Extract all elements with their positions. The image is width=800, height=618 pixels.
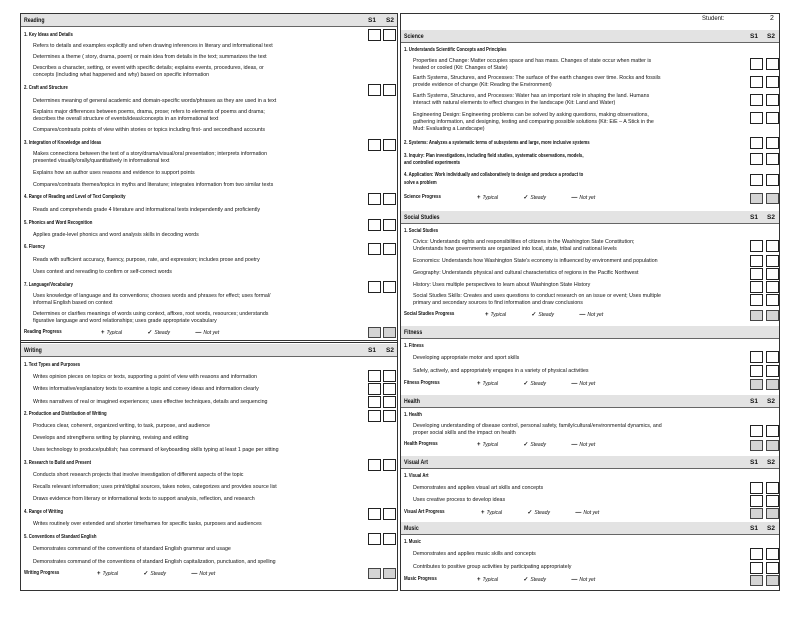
standard-text: concepts (including what happened and why) based on specific information [33,72,210,78]
s1-checkbox[interactable] [750,425,763,437]
check-symbol: ✓ [523,442,529,448]
s1-checkbox[interactable] [368,370,381,382]
s2-checkbox[interactable] [766,255,779,267]
writing-title: Writing [24,347,42,354]
standard-text: Applies grade-level phonics and word analysis skills in decoding words [33,232,199,238]
s1-checkbox[interactable] [368,396,381,408]
standard-text: primary and secondary sources to find information and draw conclusions [413,300,583,306]
plus-label: Typical [482,442,498,448]
s1-header: S1 [750,525,758,532]
s2-checkbox[interactable] [766,153,779,165]
s2-checkbox[interactable] [383,219,396,231]
s2-progress-box[interactable] [766,193,779,204]
s2-header: S2 [767,459,775,466]
s2-progress-box[interactable] [766,379,779,390]
minus-symbol: — [195,330,202,336]
social-studies-header [401,211,779,224]
standard-text: Safely, actively, and appropriately engages in a variety of physical activities [413,368,589,374]
s2-checkbox[interactable] [766,58,779,70]
standard-text: Explains how an author uses reasons and evidence to support points [33,170,195,176]
minus-symbol: — [575,510,582,516]
s1-progress-box[interactable] [750,193,763,204]
s2-header: S2 [767,33,775,40]
s1-checkbox[interactable] [750,548,763,560]
s1-checkbox[interactable] [368,193,381,205]
standard-text: Describes a character, setting, or event with specific details; explains events, procedures, ideas, or [33,65,264,71]
category-label: 1. Health [404,412,422,418]
s1-checkbox[interactable] [368,508,381,520]
s1-checkbox[interactable] [750,351,763,363]
standard-text: Writes informative/explanatory texts to examine a topic and convey ideas and information clearly [33,386,259,392]
standard-text: proper social skills and the impact on health [413,430,516,436]
s2-progress-box[interactable] [383,568,396,579]
s1-progress-box[interactable] [750,508,763,519]
s1-header: S1 [750,214,758,221]
standard-text: interact with natural elements to effect changes in the landscape (Kit: Land and Water) [413,100,616,106]
check-symbol: ✓ [523,577,529,583]
s1-checkbox[interactable] [750,137,763,149]
student-label: Student: [702,16,725,22]
category-label: 5. Phonics and Word Recognition [24,220,93,226]
s2-checkbox[interactable] [383,410,396,422]
standard-text: Makes connections between the text of a story/drama/visual/oral presentation; interprets information [33,151,268,157]
s1-checkbox[interactable] [750,58,763,70]
s1-checkbox[interactable] [750,268,763,280]
check-symbol: ✓ [531,312,537,318]
check-symbol: ✓ [143,571,149,577]
standard-text: Contributes to positive group activities by participating appropriately [413,564,572,570]
check-label: Steady [530,577,546,583]
progress-legend [101,329,243,336]
standard-text: Writes routinely over extended and shorter timeframes for specific tasks, purposes and audiences [33,521,262,527]
social-studies-progress-label: Social Studies Progress [404,311,455,317]
s1-checkbox[interactable] [750,153,763,165]
minus-label: Not yet [587,312,604,318]
minus-label: Not yet [579,442,596,448]
s1-checkbox[interactable] [368,459,381,471]
s2-checkbox[interactable] [383,281,396,293]
plus-symbol: + [97,571,101,577]
s1-checkbox[interactable] [368,219,381,231]
minus-symbol: — [571,577,578,583]
standard-text: Earth Systems, Structures, and Processes: The surface of the earth changes over time. Rocks and fossils [413,75,661,81]
s1-checkbox[interactable] [368,383,381,395]
reading-header [21,14,397,27]
plus-label: Typical [482,195,498,201]
check-symbol: ✓ [523,195,529,201]
standard-text: Determines a theme ( story, drama, poem) or main idea from details in the text; summarizes the text [33,54,267,60]
standard-text: History: Uses multiple perspectives to learn about Washington State History [413,282,591,288]
standard-text: Geography: Understands physical and cultural characteristics of regions in the Pacific Northwest [413,270,639,276]
s2-checkbox[interactable] [766,548,779,560]
category-label: 1. Key Ideas and Details [24,32,73,38]
s2-checkbox[interactable] [766,112,779,124]
s2-checkbox[interactable] [766,294,779,306]
s2-checkbox[interactable] [383,396,396,408]
s2-checkbox[interactable] [383,383,396,395]
plus-symbol: + [485,312,489,318]
category-label: 2. Production and Distribution of Writing [24,411,107,417]
s2-header: S2 [767,214,775,221]
check-label: Steady [530,381,546,387]
minus-symbol: — [571,195,578,201]
standard-text: figurative language and word relationships; uses grade appropriate vocabulary [33,318,217,324]
s1-progress-box[interactable] [750,379,763,390]
standard-text: Develops and strengthens writing by planning, revising and editing [33,435,189,441]
category-label: 7. Language/Vocabulary [24,282,74,288]
s1-progress-box[interactable] [368,568,381,579]
right-column [400,13,780,591]
s2-header: S2 [386,347,394,354]
s2-progress-box[interactable] [383,327,396,338]
category-label: 1. Visual Art [404,473,429,479]
s2-checkbox[interactable] [766,137,779,149]
s2-checkbox[interactable] [766,495,779,507]
s2-checkbox[interactable] [383,370,396,382]
s2-progress-box[interactable] [766,508,779,519]
category-label: 6. Fluency [24,244,45,250]
plus-label: Typical [482,381,498,387]
plus-symbol: + [101,330,105,336]
s2-header: S2 [767,525,775,532]
category-label: and controlled experiments [404,160,461,166]
standard-text: Writes opinion pieces on topics or texts, supporting a point of view with reasons and information [33,374,257,380]
reading-title: Reading [24,17,45,24]
minus-symbol: — [571,381,578,387]
s1-header: S1 [750,398,758,405]
s1-checkbox[interactable] [750,94,763,106]
s2-checkbox[interactable] [766,94,779,106]
fitness-progress-label: Fitness Progress [404,380,440,386]
s1-checkbox[interactable] [368,281,381,293]
standard-text: Refers to details and examples explicitly and when drawing inferences in literary and informational text [33,43,273,49]
s1-progress-box[interactable] [368,327,381,338]
health-header [401,395,779,408]
s2-checkbox[interactable] [383,139,396,151]
minus-label: Not yet [583,510,600,516]
category-label: 3. Integration of Knowledge and Ideas [24,140,102,146]
standard-text: Mud: Evaluating a Landscape) [413,126,485,132]
s2-checkbox[interactable] [383,29,396,41]
standard-text: Demonstrates and applies music skills and concepts [413,551,536,557]
progress-legend [477,441,619,448]
check-symbol: ✓ [523,381,529,387]
music-header [401,522,779,535]
s2-checkbox[interactable] [383,459,396,471]
check-label: Steady [530,195,546,201]
standard-text: presented visually/orally/quantitatively in informational text [33,158,170,164]
standard-text: Determines or clarifies meanings of words using context, affixes, root words, resources; understands [33,311,269,317]
standard-text: Demonstrates command of the conventions of standard English grammar and usage [33,546,231,552]
category-label: 4. Application: Work individually and collaboratively to design and produce a product to [404,172,584,178]
s2-checkbox[interactable] [383,533,396,545]
s1-checkbox[interactable] [750,281,763,293]
standard-text: Compares/contrasts points of view within stories or topics including first- and secondhand accounts [33,127,266,133]
plus-label: Typical [486,510,502,516]
check-label: Steady [154,330,170,336]
s2-checkbox[interactable] [383,193,396,205]
check-label: Steady [150,571,166,577]
s1-header: S1 [750,459,758,466]
minus-label: Not yet [579,381,596,387]
science-title: Science [404,33,424,40]
plus-symbol: + [477,577,481,583]
standard-text: Engineering Design: Engineering problems can be solved by asking questions, making observations, [413,112,649,118]
standard-text: Conducts short research projects that involve investigation of different aspects of the topic [33,472,244,478]
category-label: 3. Inquiry: Plan investigations, including field studies, systematic observations, models, [404,153,584,159]
standard-text: informal English based on context [33,300,113,306]
category-label: 2. Craft and Structure [24,85,68,91]
standard-text: heated or cooled (Kit: Changes of State) [413,65,508,71]
s1-checkbox[interactable] [750,482,763,494]
minus-symbol: — [579,312,586,318]
visual-art-title: Visual Art [404,459,428,466]
progress-legend [481,509,623,516]
s1-checkbox[interactable] [368,533,381,545]
s1-header: S1 [368,17,376,24]
standard-text: gathering information, and designing, testing and comparing possible solutions (Kit: EiE – A Stick in the [413,119,654,125]
standard-text: Reads and comprehends grade 4 literature and informational texts independently and proficiently [33,207,261,213]
minus-label: Not yet [203,330,220,336]
s1-checkbox[interactable] [750,562,763,574]
category-label: 1. Social Studies [404,228,439,234]
s2-header: S2 [767,398,775,405]
s1-checkbox[interactable] [368,410,381,422]
category-label: 1. Understands Scientific Concepts and Principles [404,47,507,53]
minus-symbol: — [571,442,578,448]
plus-label: Typical [482,577,498,583]
s2-checkbox[interactable] [383,84,396,96]
s1-progress-box[interactable] [750,575,763,586]
category-label: 2. Systems: Analyzes a systematic terms of subsystems and large, more inclusive systems [404,140,590,146]
science-progress-label: Science Progress [404,194,441,200]
s1-header: S1 [368,347,376,354]
check-label: Steady [538,312,554,318]
visual-art-header [401,456,779,469]
standard-text: Civics: Understands rights and responsibilities of citizens in the Washington State Constitution; [413,239,635,245]
standard-text: Writes narratives of real or imagined experiences; uses effective techniques, details and sequencing [33,399,268,405]
standard-text: Developing understanding of disease control, personal safety, family/cultural/environmental dynamics, and [413,423,662,429]
s1-checkbox[interactable] [750,174,763,186]
standard-text: Uses context and rereading to confirm or self-correct words [33,269,172,275]
writing-header [21,344,397,357]
standard-text: Economics: Understands how Washington State's economy is influenced by environment and population [413,258,658,264]
plus-label: Typical [106,330,122,336]
progress-legend [97,570,239,577]
standard-text: Demonstrates command of the conventions of standard English capitalization, punctuation, and spelling [33,559,276,565]
s1-checkbox[interactable] [750,255,763,267]
plus-symbol: + [481,510,485,516]
s2-progress-box[interactable] [766,575,779,586]
category-label: 1. Fitness [404,343,424,349]
category-label: solve a problem [404,180,437,186]
category-label: 5. Conventions of Standard English [24,534,97,540]
s2-checkbox[interactable] [766,351,779,363]
s2-checkbox[interactable] [766,174,779,186]
plus-symbol: + [477,195,481,201]
health-progress-label: Health Progress [404,441,438,447]
minus-label: Not yet [579,577,596,583]
s1-checkbox[interactable] [750,240,763,252]
s1-checkbox[interactable] [368,243,381,255]
standard-text: provide evidence of change (Kit: Reading the Environment) [413,82,552,88]
visual-art-progress-label: Visual Art Progress [404,509,445,515]
standard-text: Uses creative process to develop ideas [413,497,506,503]
reading-progress-label: Reading Progress [24,329,62,335]
s2-header: S2 [386,17,394,24]
s1-checkbox[interactable] [368,84,381,96]
s1-progress-box[interactable] [750,310,763,321]
minus-symbol: — [191,571,198,577]
fitness-header [401,326,779,339]
s1-checkbox[interactable] [368,139,381,151]
s1-checkbox[interactable] [368,29,381,41]
plus-symbol: + [477,442,481,448]
plus-symbol: + [477,381,481,387]
standard-text: Reads with sufficient accuracy, fluency, purpose, rate, and expression; includes prose and poetry [33,257,260,263]
minus-label: Not yet [579,195,596,201]
plus-label: Typical [490,312,506,318]
s1-header: S1 [750,33,758,40]
standard-text: Draws evidence from literary or informational texts to support analysis, reflection, and research [33,496,255,502]
standard-text: Recalls relevant information; uses print/digital sources, takes notes, categorizes and provides source list [33,484,277,490]
music-progress-label: Music Progress [404,576,437,582]
s2-progress-box[interactable] [766,440,779,451]
section-divider [21,340,397,343]
s2-checkbox[interactable] [766,240,779,252]
standard-text: Earth Systems, Structures, and Processes: Water has an important role in shaping the land. Humans [413,93,650,99]
standard-text: Uses technology to produce/publish; has command of keyboarding skills typing at least 1 page per sitting [33,447,279,453]
s2-checkbox[interactable] [383,243,396,255]
s1-progress-box[interactable] [750,440,763,451]
standard-text: Explains major differences between poems, drama, prose; refers to elements of poems and drama; [33,109,265,115]
category-label: 4. Range of Writing [24,509,64,515]
standard-text: Properties and Change: Matter occupies space and has mass. Changes of state occur when matter is [413,58,652,64]
s2-checkbox[interactable] [766,281,779,293]
progress-legend [477,576,619,583]
standard-text: Produces clear, coherent, organized writing, to task, purpose, and audience [33,423,210,429]
plus-label: Typical [102,571,118,577]
s2-checkbox[interactable] [766,562,779,574]
left-column [20,13,398,591]
music-title: Music [404,525,419,532]
s2-checkbox[interactable] [383,508,396,520]
page-number: 2 [770,15,774,22]
science-header [401,30,779,43]
writing-progress-label: Writing Progress [24,570,60,576]
category-label: 1. Text Types and Purposes [24,362,81,368]
s2-checkbox[interactable] [766,268,779,280]
s2-checkbox[interactable] [766,425,779,437]
standard-text: Understands how governments are organized into local, state, tribal and national levels [413,246,617,252]
category-label: 4. Range of Reading and Level of Text Complexity [24,194,126,200]
progress-legend [477,380,619,387]
s2-progress-box[interactable] [766,310,779,321]
s2-checkbox[interactable] [766,76,779,88]
standard-text: Social Studies Skills: Creates and uses questions to conduct research on an issue or event; Uses multiple [413,293,661,299]
standard-text: Determines meaning of general academic and domain-specific words/phrases as they are used in a text [33,98,277,104]
check-label: Steady [530,442,546,448]
check-symbol: ✓ [147,330,153,336]
fitness-title: Fitness [404,329,423,336]
check-symbol: ✓ [527,510,533,516]
s1-checkbox[interactable] [750,365,763,377]
category-label: 1. Music [404,539,421,545]
standard-text: describes the overall structure of events/ideas/concepts in an informational text [33,116,219,122]
s1-checkbox[interactable] [750,76,763,88]
s1-checkbox[interactable] [750,495,763,507]
category-label: 3. Research to Build and Present [24,460,91,466]
standard-text: Uses knowledge of language and its conventions; chooses words and phrases for effect; uses formal/ [33,293,271,299]
s1-checkbox[interactable] [750,294,763,306]
progress-legend [477,194,619,201]
standard-text: Demonstrates and applies visual art skills and concepts [413,485,544,491]
social-studies-title: Social Studies [404,214,440,221]
s1-checkbox[interactable] [750,112,763,124]
health-title: Health [404,398,420,405]
check-label: Steady [534,510,550,516]
standard-text: Developing appropriate motor and sport skills [413,355,520,361]
s2-checkbox[interactable] [766,365,779,377]
progress-legend [485,311,627,318]
standard-text: Compares/contrasts themes/topics in myths and literature; integrates information from two similar texts [33,182,274,188]
s2-checkbox[interactable] [766,482,779,494]
minus-label: Not yet [199,571,216,577]
